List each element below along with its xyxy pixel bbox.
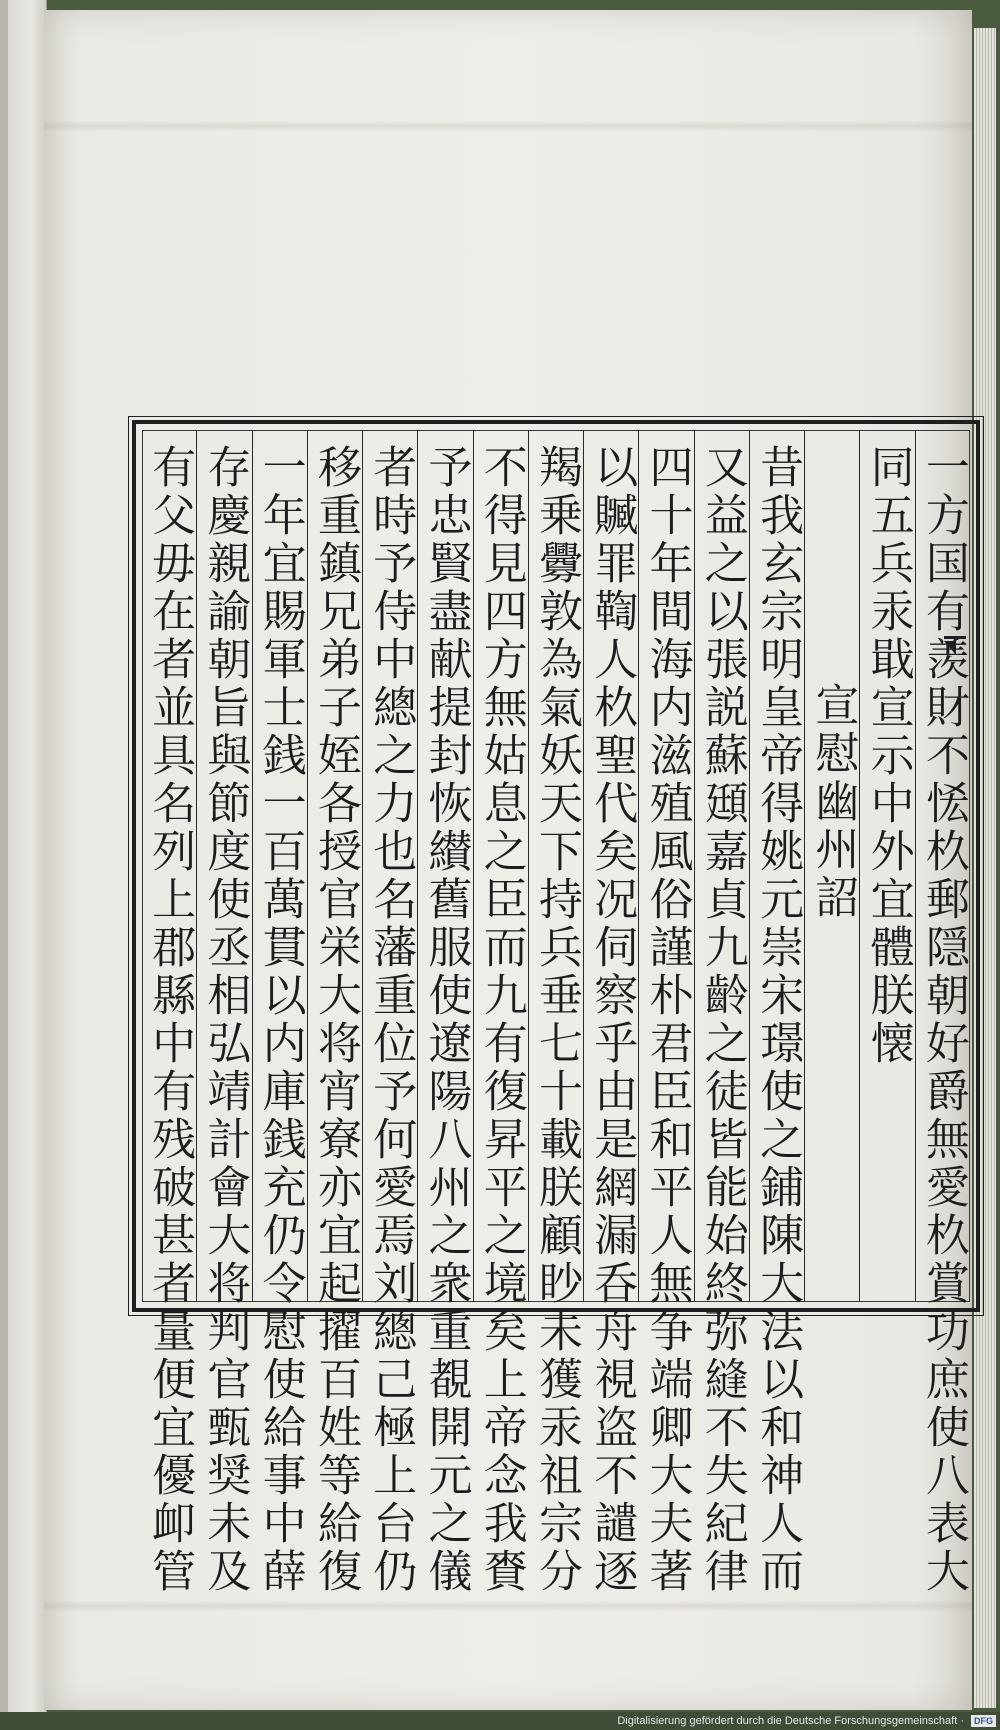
text-column [583,430,638,1596]
column-text: 存慶親諭朝旨與節度使丞相弘靖計會大将判官甄奨未及 [199,444,251,1596]
text-column [307,430,362,1596]
column-text: 又益之以張説蘇頲嘉貞九齡之徒皆能始終弥縫不失紀律 [696,444,748,1596]
dfg-logo: DFG [971,1715,996,1727]
column-text: 四十年間海内滋殖風俗謹朴君臣和平人無争端卿大夫著 [641,444,693,1596]
digitization-footer [0,1712,1000,1730]
column-text: 一年宜賜軍士銭一百萬貫以内庫銭充仍令慰使給事中薛 [254,444,306,1596]
footer-text: Digitalisierung gefördert durch die Deutsche Forschungsgemeinschaft · [617,1715,964,1727]
column-text: 一方国有羡財不恡杦郵隠朝好爵無愛杦賞功庶使八表大 [917,444,969,1596]
column-text: 予忠賢盡献提封恢纉舊服使遼陽八州之衆重覩開元之儀 [420,444,472,1596]
column-text: 羯乗釁敦為氣妖天下持兵垂七十載朕顧眇未獲汞祖宗分 [531,444,582,1596]
paper-fold-bottom [44,1600,972,1612]
column-text: 以贓罪鞫人杦聖代矣况伺察乎由是網漏呑舟視盗不譴逐 [586,444,638,1596]
text-columns [142,430,970,1596]
column-text: 有父毋在者並具名列上郡縣中有残破甚者量便宜優卹管 [144,444,196,1596]
column-text: 移重鎮兄弟子姪各授官栄大将宵寮亦宜起擢百姓等給復 [309,444,361,1596]
paper-fold-top [44,120,972,132]
text-frame [132,420,980,1596]
text-column [915,430,970,1596]
text-column [362,430,417,1596]
text-column [749,430,804,1596]
text-column [694,430,749,1596]
text-column [638,430,693,1596]
text-column [196,430,251,1596]
column-text: 同五兵汞戢宣示中外宜體朕懐 [862,444,914,1068]
edict-title: 宣慰幽州詔 [807,682,859,922]
fishtail-mark [944,636,966,661]
text-column [859,430,914,1302]
column-text: 者時予侍中總之力也名藩重位予何愛焉刘總己極上台仍 [365,444,417,1596]
column-text: 不得見四方無姑息之臣而九有復昇平之境矣上帝念我賚 [475,444,527,1596]
text-column [417,430,472,1596]
text-column [142,430,196,1596]
left-page-edge [0,0,47,1712]
text-column [528,430,583,1596]
text-column [252,430,307,1596]
column-text: 昔我玄宗明皇帝得姚元崇宋璟使之鋪陳大法以和神人而 [752,444,804,1596]
heading-column [804,430,859,1302]
text-column [473,430,528,1596]
